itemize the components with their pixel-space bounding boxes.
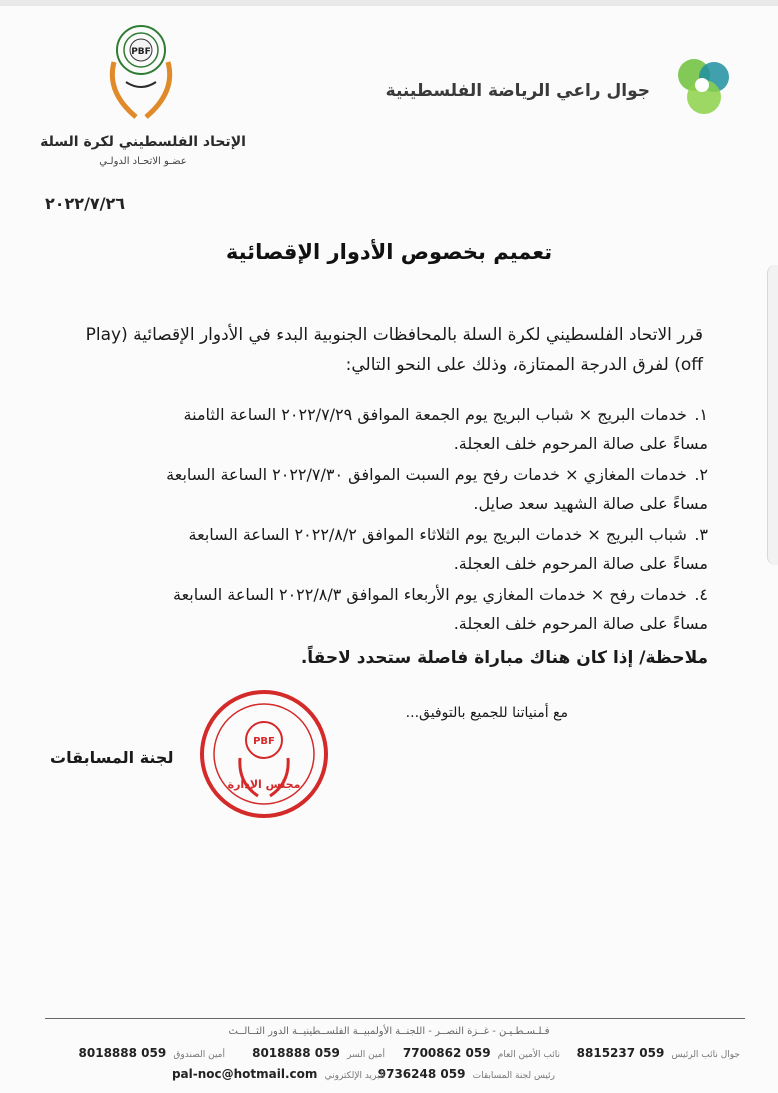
match-venue: مساءً على صالة الشهيد سعد صايل.: [473, 494, 708, 513]
footer-phone: [252, 1046, 385, 1060]
official-stamp-icon: [198, 688, 330, 820]
phone-label: نائب الأمين العام: [497, 1050, 560, 1060]
match-number: ١.: [694, 405, 708, 424]
signature-committee: لجنة المسابقات: [50, 748, 174, 767]
footer-contacts: [40, 1067, 740, 1087]
footer-phone: [378, 1067, 555, 1081]
federation-block: [38, 22, 248, 172]
top-border: [0, 0, 778, 6]
phone-label: أمين الصندوق: [173, 1050, 225, 1060]
match-item: [58, 520, 708, 578]
jawwal-logo-icon: [670, 55, 740, 125]
footer-phone: [577, 1046, 740, 1060]
phone-number: 059 7700862: [402, 1046, 491, 1060]
footer-address: فـلـسـطـيـن - غــزة النصــر - اللجنــة الأولمبيــة الفلســطينيــة الدور الثــالــث: [228, 1026, 550, 1037]
sponsor-block: [385, 55, 740, 125]
match-item: [58, 460, 708, 518]
match-line: خدمات المغازي × خدمات رفح يوم السبت الموافق ٢٠٢٢/٧/٣٠ الساعة السابعة: [166, 465, 687, 484]
footer-phone: [403, 1046, 560, 1060]
svg-text:PBF: PBF: [131, 47, 151, 57]
phone-label: رئيس لجنة المسابقات: [472, 1071, 555, 1081]
federation-subtitle: عضـو الاتحـاد الدولـي: [99, 156, 187, 167]
phone-number: 059 8018888: [78, 1046, 167, 1060]
page-edge: [767, 265, 778, 565]
email-label: البريد الإلكتروني: [324, 1071, 385, 1081]
match-number: ٢.: [694, 465, 708, 484]
closing-wishes: مع أمنياتنا للجميع بالتوفيق...: [405, 705, 568, 721]
match-venue: مساءً على صالة المرحوم خلف العجلة.: [453, 554, 708, 573]
footer-divider: [45, 1018, 745, 1019]
match-number: ٣.: [694, 525, 708, 544]
phone-number: 059 9736248: [377, 1067, 466, 1081]
match-item: [58, 580, 708, 638]
phone-label: جوال نائب الرئيس: [671, 1050, 740, 1060]
footer-email[interactable]: [172, 1067, 385, 1081]
phone-number: 059 8018888: [252, 1046, 340, 1060]
note-text: ملاحظة/ إذا كان هناك مباراة فاصلة ستحدد لاحقاً.: [300, 648, 708, 668]
footer-phone: [79, 1046, 225, 1060]
match-line: خدمات رفح × خدمات المغازي يوم الأربعاء الموافق ٢٠٢٢/٨/٣ الساعة السابعة: [173, 585, 687, 604]
match-venue: مساءً على صالة المرحوم خلف العجلة.: [453, 434, 708, 453]
phone-label: أمين السر: [347, 1050, 385, 1060]
phone-number: 059 8815237: [576, 1046, 665, 1060]
intro-paragraph: قرر الاتحاد الفلسطيني لكرة السلة بالمحافظات الجنوبية البدء في الأدوار الإقصائية (Play off) لفرق الدرجة الممتازة، وذلك على النحو التالي:: [85, 325, 703, 375]
match-venue: مساءً على صالة المرحوم خلف العجلة.: [453, 614, 708, 633]
match-number: ٤.: [694, 585, 708, 604]
pbf-emblem-icon: [96, 22, 186, 122]
email-address[interactable]: pal-noc@hotmail.com: [171, 1067, 318, 1081]
match-line: خدمات البريج × شباب البريج يوم الجمعة الموافق ٢٠٢٢/٧/٢٩ الساعة الثامنة: [183, 405, 687, 424]
federation-name: الإتحاد الفلسطيني لكرة السلة: [40, 134, 246, 150]
sponsor-text: جوال راعي الرياضة الفلسطينية: [385, 81, 650, 101]
match-list: [58, 400, 708, 640]
match-item: [58, 400, 708, 458]
svg-text:PBF: PBF: [253, 736, 275, 747]
letter-title: تعميم بخصوص الأدوار الإقصائية: [225, 240, 553, 264]
stamp-lower-text: مجلس الإدارة: [227, 778, 301, 791]
match-line: شباب البريج × خدمات البريج يوم الثلاثاء الموافق ٢٠٢٢/٨/٢ الساعة السابعة: [188, 525, 687, 544]
letter-date: ٢٠٢٢/٧/٢٦: [45, 194, 126, 213]
footer-phones: [40, 1046, 740, 1066]
